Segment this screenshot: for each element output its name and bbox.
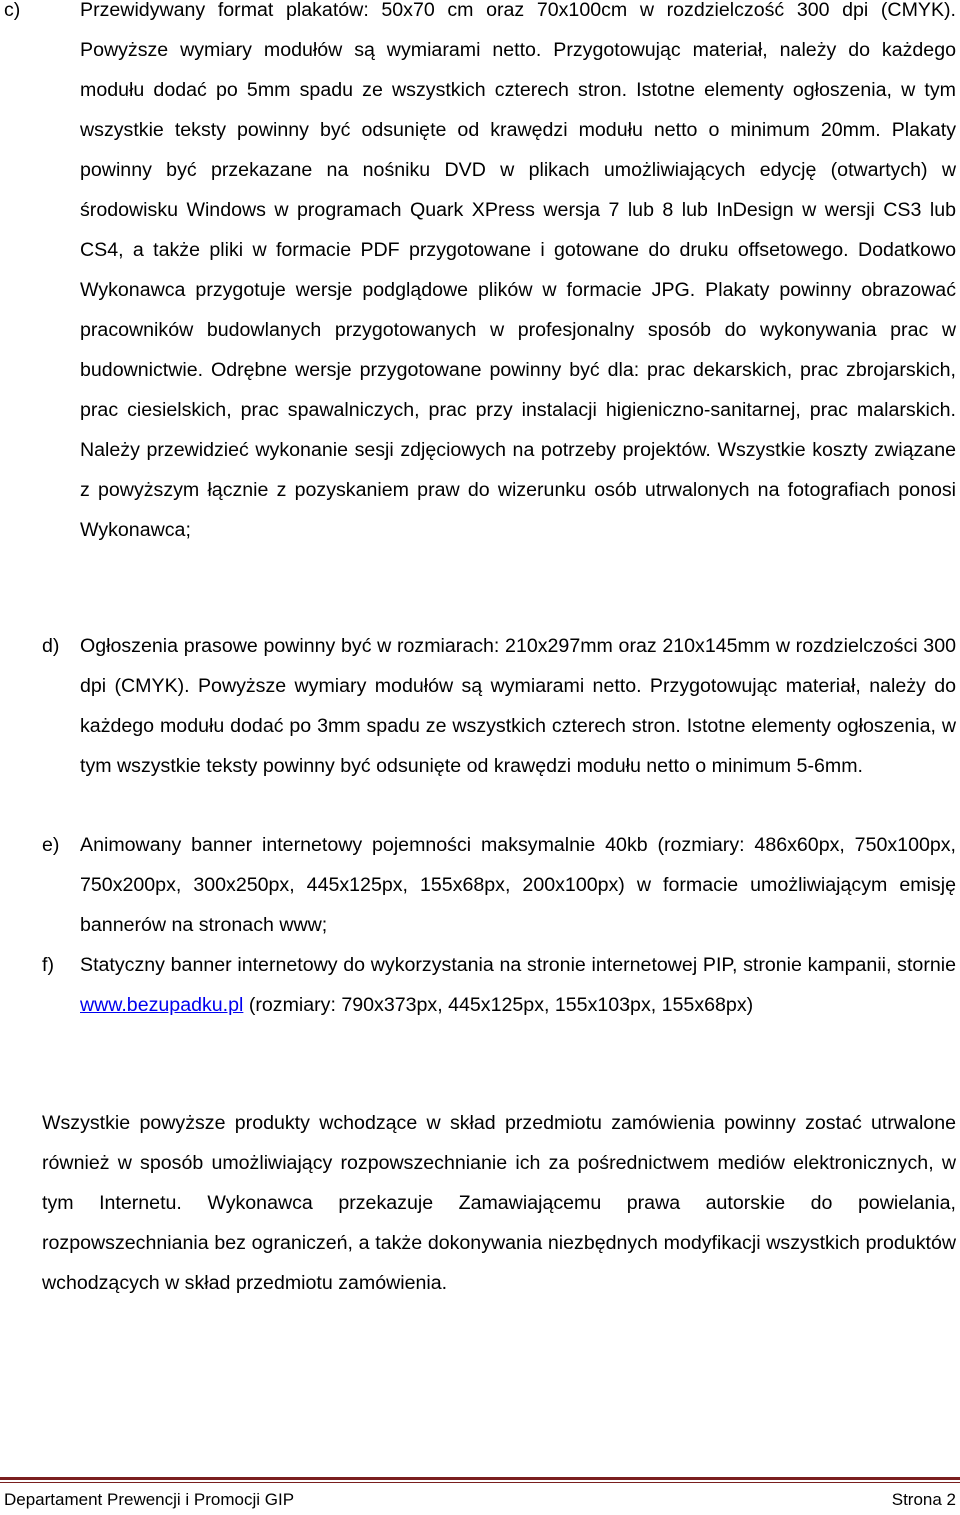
bezupadku-link[interactable]: www.bezupadku.pl	[80, 994, 244, 1016]
footer-department: Departament Prewencji i Promocji GIP	[4, 1490, 295, 1509]
list-item-c-text: Przewidywany format plakatów: 50x70 cm oraz 70x100cm w rozdzielczość 300 dpi (CMYK). Powyższe wymiary modułów są wymiarami netto. Przygotowując materiał, należy do każdego modułu dodać po 5mm spadu ze wszystkich czterech stron. Istotne elementy ogłoszenia, w tym wszystkie teksty powinny być odsunięte od krawędzi modułu netto o minimum 20mm. Plakaty powinny być przekazane na nośniku DVD w plikach umożliwiających edycję (otwartych) w środowisku Windows w programach Quark XPress wersja 7 lub 8 lub InDesign w wersji CS3 lub CS4, a także pliki w formacie PDF przygotowane i gotowane do druku offsetowego. Dodatkowo Wykonawca przygotuje wersje podglądowe plików w formacie JPG. Plakaty powinny obrazować pracowników budowlanych przygotowanych w profesjonalny sposób do wykonywania prac w budownictwie. Odrębne wersje przygotowane powinny być dla: prac dekarskich, prac zbrojarskich, prac ciesielskich, prac spawalniczych, prac przy instalacji higieniczno-sanitarnej, prac malarskich. Należy przewidzieć wykonanie sesji zdjęciowych na potrzeby projektów. Wszystkie koszty związane z powyższym łącznie z pozyskaniem praw do wizerunku osób utrwalonych na fotografiach ponosi Wykonawca;	[80, 0, 956, 541]
footer-page-number: Strona 2	[891, 1490, 956, 1509]
list-marker-f: f)	[42, 954, 54, 976]
footer-divider-thin	[0, 1482, 960, 1483]
list-marker-d: d)	[42, 635, 60, 657]
list-item-f-text-before: Statyczny banner internetowy do wykorzystania na stronie internetowej PIP, stronie kampanii, stornie	[80, 954, 956, 976]
list-item-e	[0, 825, 960, 945]
list-item-c	[0, 0, 960, 550]
page-footer	[4, 1489, 956, 1511]
closing-paragraph: Wszystkie powyższe produkty wchodzące w skład przedmiotu zamówienia powinny zostać utrwalone również w sposób umożliwiający rozpowszechnianie ich za pośrednictwem mediów elektronicznych, w tym Internetu. Wykonawca przekazuje Zamawiającemu prawa autorskie do powielania, rozpowszechniania bez ograniczeń, a także dokonywania niezbędnych modyfikacji wszystkich produktów wchodzących w skład przedmiotu zamówienia.	[42, 1112, 956, 1294]
list-marker-e: e)	[42, 834, 60, 856]
list-item-f-text-after: (rozmiary: 790x373px, 445x125px, 155x103px, 155x68px)	[243, 994, 754, 1016]
footer-divider	[0, 1477, 960, 1480]
list-item-d-text: Ogłoszenia prasowe powinny być w rozmiarach: 210x297mm oraz 210x145mm w rozdzielczości 300 dpi (CMYK). Powyższe wymiary modułów są wymiarami netto. Przygotowując materiał, należy do każdego modułu dodać po 3mm spadu ze wszystkich czterech stron. Istotne elementy ogłoszenia, w tym wszystkie teksty powinny być odsunięte od krawędzi modułu netto o minimum 5-6mm.	[80, 635, 956, 777]
list-item-e-text: Animowany banner internetowy pojemności maksymalnie 40kb (rozmiary: 486x60px, 750x100px, 750x200px, 300x250px, 445x125px, 155x68px, 200x100px) w formacie umożliwiającym emisję bannerów na stronach www;	[80, 834, 956, 936]
list-marker-c: c)	[4, 0, 21, 21]
list-item-f	[0, 945, 960, 1025]
list-item-d	[0, 626, 960, 786]
